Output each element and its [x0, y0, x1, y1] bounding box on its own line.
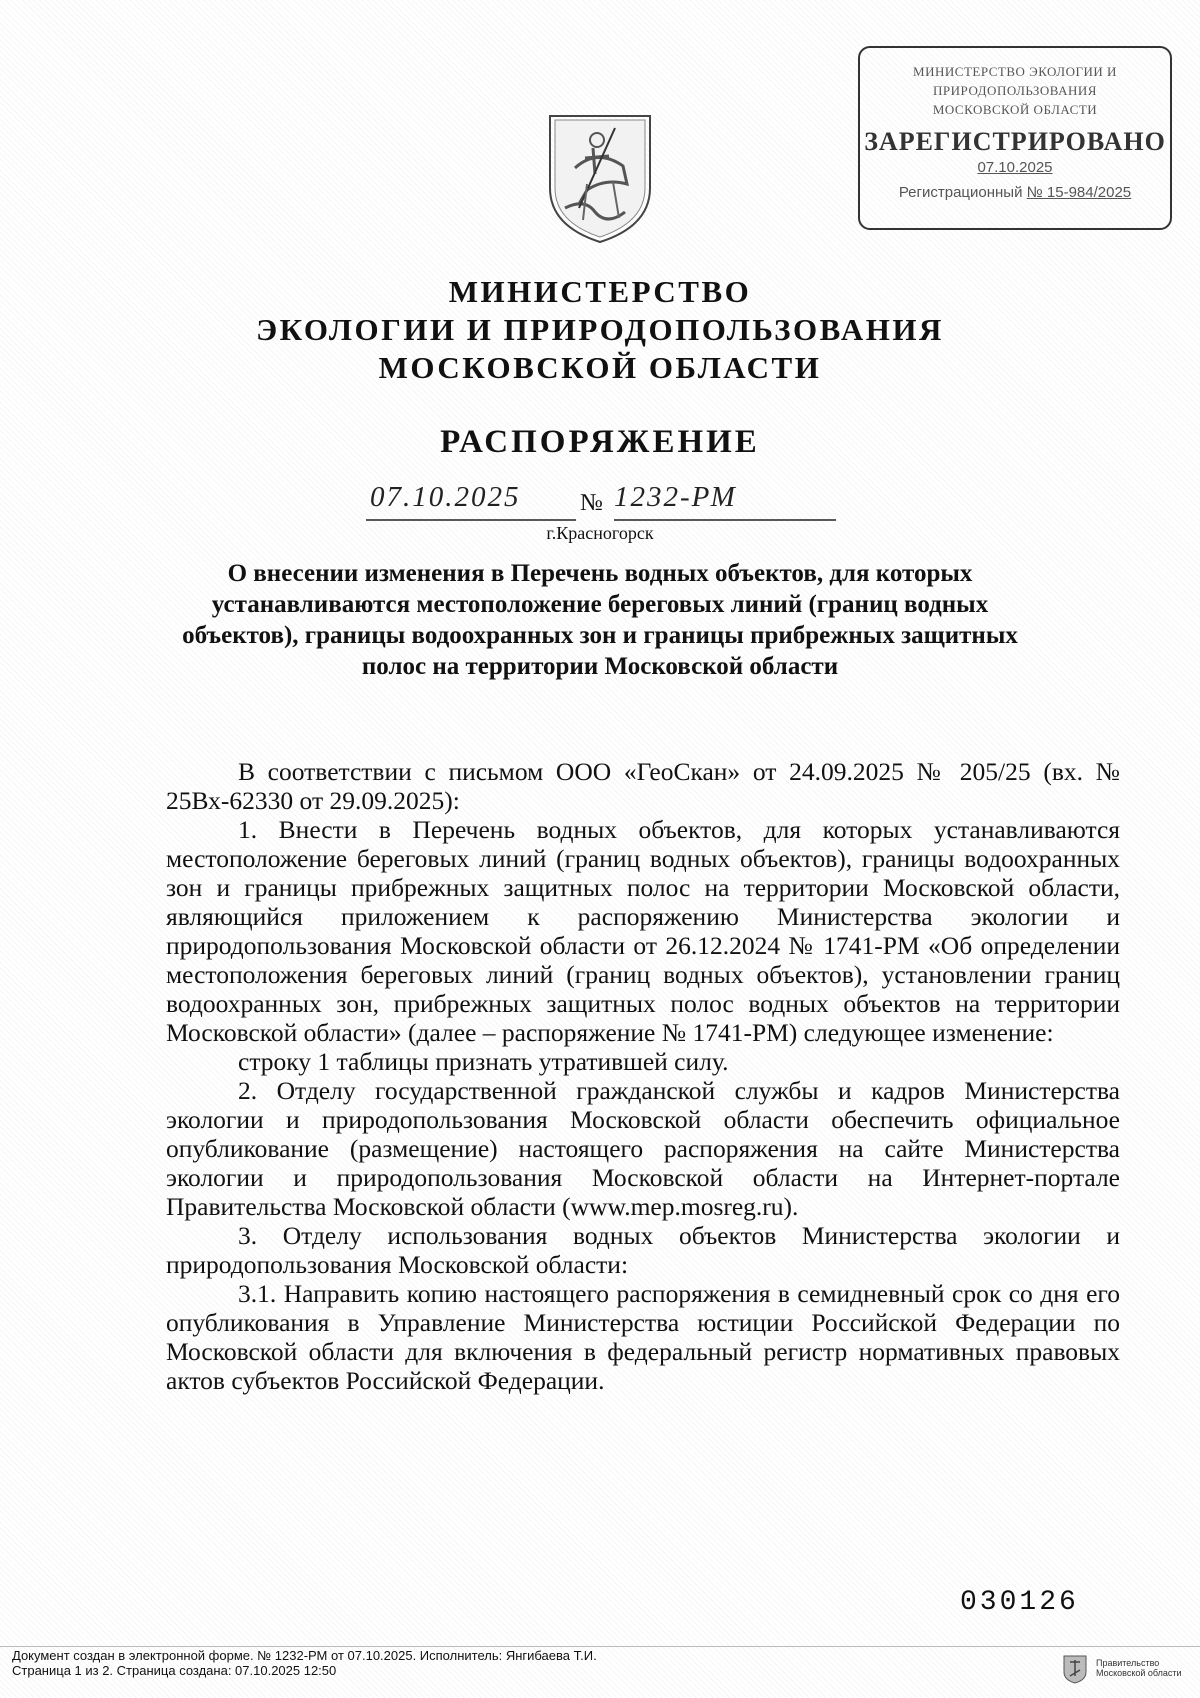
stamp-reg-number: № 15-984/2025	[1026, 184, 1132, 201]
body-paragraph: 3.1. Направить копию настоящего распоряжения в семидневный срок со дня его опубликования в Управление Министерства юстиции Российской Федерации по Московской области для включения в федеральный регистр нормативных правовых актов субъектов Российской Федерации.	[166, 1279, 1120, 1395]
stamp-org-line: МОСКОВСКОЙ ОБЛАСТИ	[932, 102, 1098, 117]
handwritten-date: 07.10.2025	[370, 481, 521, 513]
registration-stamp	[858, 46, 1172, 230]
document-type-title: РАСПОРЯЖЕНИЕ	[440, 424, 760, 460]
government-logo	[1062, 1652, 1192, 1688]
crest-icon	[1062, 1654, 1088, 1684]
body-paragraph: 3. Отделу использования водных объектов Министерства экологии и природопользования Московской области:	[166, 1221, 1120, 1279]
body-paragraph: 1. Внести в Перечень водных объектов, для которых устанавливаются местоположение береговых линий (границ водных объектов), границы водоохранных зон и границы прибрежных защитных полос на территории Московской области, являющийся приложением к распоряжению Министерства экологии и природопользования Московской области от 26.12.2024 № 1741-РМ «Об определении местоположения береговых линий (границ водных объектов), установлении границ водоохранных зон, прибрежных защитных полос водных объектов на территории Московской области» (далее – распоряжение № 1741-РМ) следующее изменение:	[166, 815, 1120, 1047]
footer-line: Страница 1 из 2. Страница создана: 07.10.2025 12:50	[12, 1663, 337, 1678]
body-paragraph: строку 1 таблицы признать утратившей силу.	[238, 1047, 729, 1076]
ministry-name-line: МОСКОВСКОЙ ОБЛАСТИ	[378, 350, 822, 385]
handwritten-number: 1232-РМ	[614, 481, 737, 513]
footer-divider	[0, 1646, 1200, 1647]
stamp-date: 07.10.2025	[977, 159, 1053, 176]
city-name: г.Красногорск	[546, 523, 654, 543]
stamp-status: ЗАРЕГИСТРИРОВАНО	[864, 127, 1166, 156]
document-body	[166, 757, 1120, 1395]
stamp-reg-number-line	[860, 184, 1170, 201]
stamp-org-line: МИНИСТЕРСТВО ЭКОЛОГИИ И	[913, 64, 1117, 79]
footer-info	[12, 1648, 597, 1678]
stamp-reg-label: Регистрационный	[898, 184, 1023, 201]
ministry-name	[0, 273, 1200, 387]
logo-text-line: Московской области	[1096, 1668, 1182, 1678]
body-paragraph: 2. Отделу государственной гражданской службы и кадров Министерства экологии и природопользования Московской области обеспечить официальное опубликование (размещение) настоящего распоряжения на сайте Министерства экологии и природопользования Московской области на Интернет-портале Правительства Московской области (www.mep.mosreg.ru).	[166, 1076, 1120, 1221]
footer-line: Документ создан в электронной форме. № 1232-РМ от 07.10.2025. Исполнитель: Янгибаева Т.И.	[12, 1648, 597, 1663]
ministry-name-line: ЭКОЛОГИИ И ПРИРОДОПОЛЬЗОВАНИЯ	[256, 312, 944, 347]
logo-text-line: Правительство	[1096, 1658, 1160, 1668]
body-paragraph: В соответствии с письмом ООО «ГеоСкан» от 24.09.2025 № 205/25 (вх. № 25Вх-62330 от 29.09.2025):	[166, 757, 1120, 815]
document-code: 030126	[960, 1587, 1079, 1618]
ministry-name-line: МИНИСТЕРСТВО	[448, 274, 752, 309]
stamp-org-line: ПРИРОДОПОЛЬЗОВАНИЯ	[933, 83, 1097, 98]
document-subject: О внесении изменения в Перечень водных объектов, для которых устанавливаются местоположение береговых линий (границ водных объектов), границы водоохранных зон и границы прибрежных защитных полос на территории Московской области	[182, 560, 1018, 680]
number-sign: №	[580, 490, 603, 516]
coat-of-arms-emblem	[535, 108, 665, 248]
